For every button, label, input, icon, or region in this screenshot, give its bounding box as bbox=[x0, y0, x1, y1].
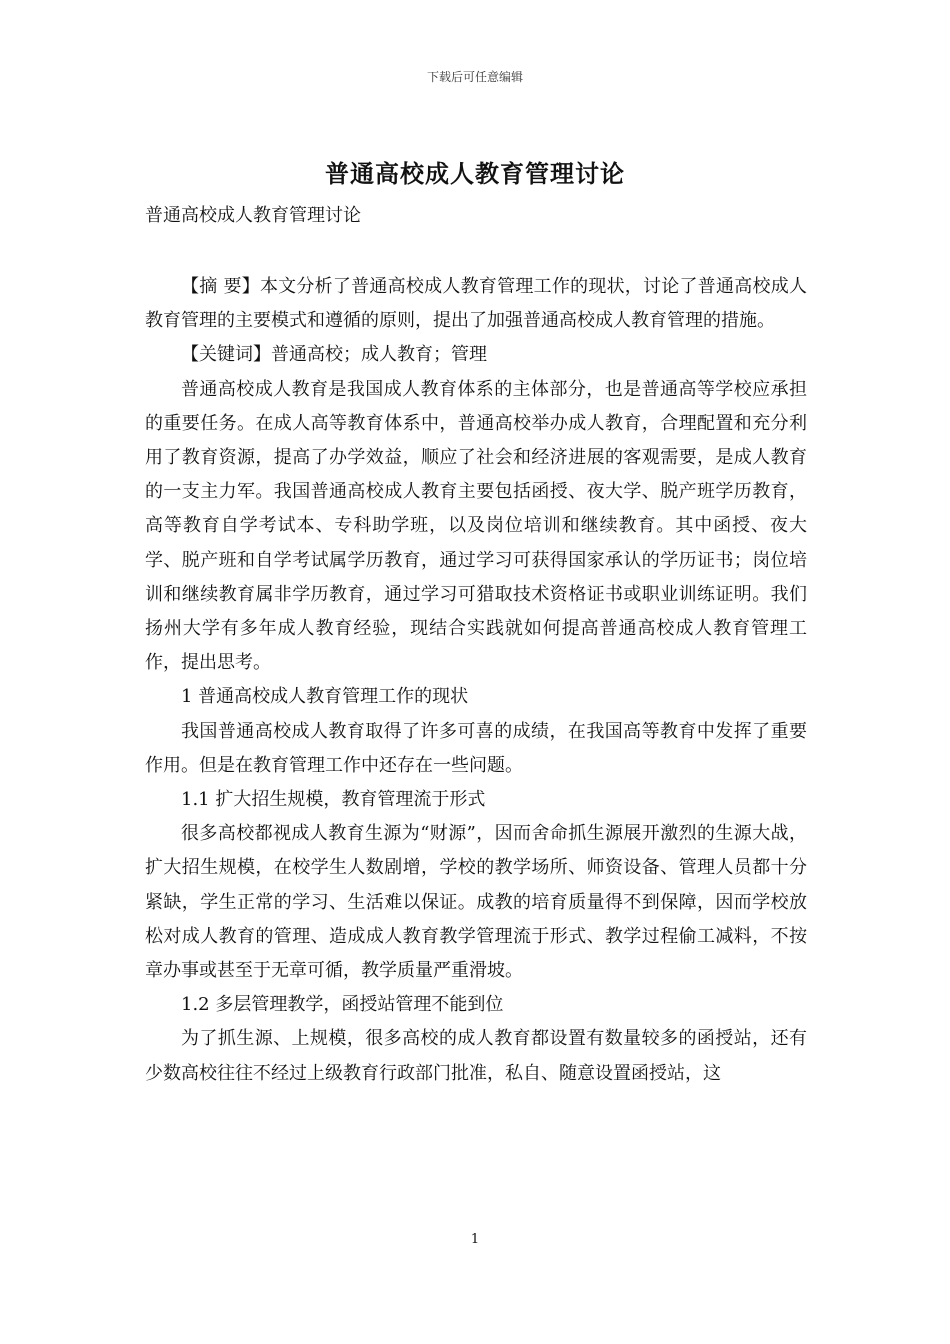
subsection-heading: 1.1 扩大招生规模，教育管理流于形式 bbox=[181, 789, 486, 811]
page-header-note: 下载后可任意编辑 bbox=[426, 70, 523, 84]
abstract-paragraph: 【摘 要】本文分析了普通高校成人教育管理工作的现状，讨论了普通高校成人教育管理的主要模式和遵循的原则，提出了加强普通高校成人教育管理的措施。 bbox=[145, 276, 807, 332]
section-heading: 1 普通高校成人教育管理工作的现状 bbox=[181, 686, 469, 708]
document-title: 普通高校成人教育管理讨论 bbox=[325, 159, 625, 188]
document-body bbox=[145, 270, 807, 1091]
subsection-heading: 1.2 多层管理教学，函授站管理不能到位 bbox=[181, 994, 504, 1016]
body-paragraph: 普通高校成人教育是我国成人教育体系的主体部分，也是普通高等学校应承担的重要任务。在成人高等教育体系中，普通高校举办成人教育，合理配置和充分利用了教育资源，提高了办学效益，顺应了社会和经济进展的客观需要，是成人教育的一支主力军。我国普通高校成人教育主要包括函授、夜大学、脱产班学历教育，高等教育自学考试本、专科助学班，以及岗位培训和继续教育。其中函授、夜大学、脱产班和自学考试属学历教育，通过学习可获得国家承认的学历证书；岗位培训和继续教育属非学历教育，通过学习可猎取技术资格证书或职业训练证明。我们扬州大学有多年成人教育经验，现结合实践就如何提高普通高校成人教育管理工作，提出思考。 bbox=[145, 378, 807, 674]
body-paragraph: 为了抓生源、上规模，很多高校的成人教育都设置有数量较多的函授站，还有少数高校往往不经过上级教育行政部门批准，私自、随意设置函授站，这 bbox=[145, 1028, 807, 1084]
body-paragraph: 我国普通高校成人教育取得了许多可喜的成绩，在我国高等教育中发挥了重要作用。但是在教育管理工作中还存在一些问题。 bbox=[145, 720, 807, 776]
page-number: 1 bbox=[470, 1232, 480, 1247]
document-subtitle: 普通高校成人教育管理讨论 bbox=[145, 205, 361, 226]
keywords-paragraph: 【关键词】普通高校；成人教育；管理 bbox=[181, 344, 487, 366]
body-paragraph: 很多高校都视成人教育生源为“财源”，因而舍命抓生源展开激烈的生源大战，扩大招生规模，在校学生人数剧增，学校的教学场所、师资设备、管理人员都十分紧缺，学生正常的学习、生活难以保证。成教的培育质量得不到保障，因而学校放松对成人教育的管理、造成成人教育教学管理流于形式、教学过程偷工减料，不按章办事或甚至于无章可循，教学质量严重滑坡。 bbox=[145, 823, 807, 982]
